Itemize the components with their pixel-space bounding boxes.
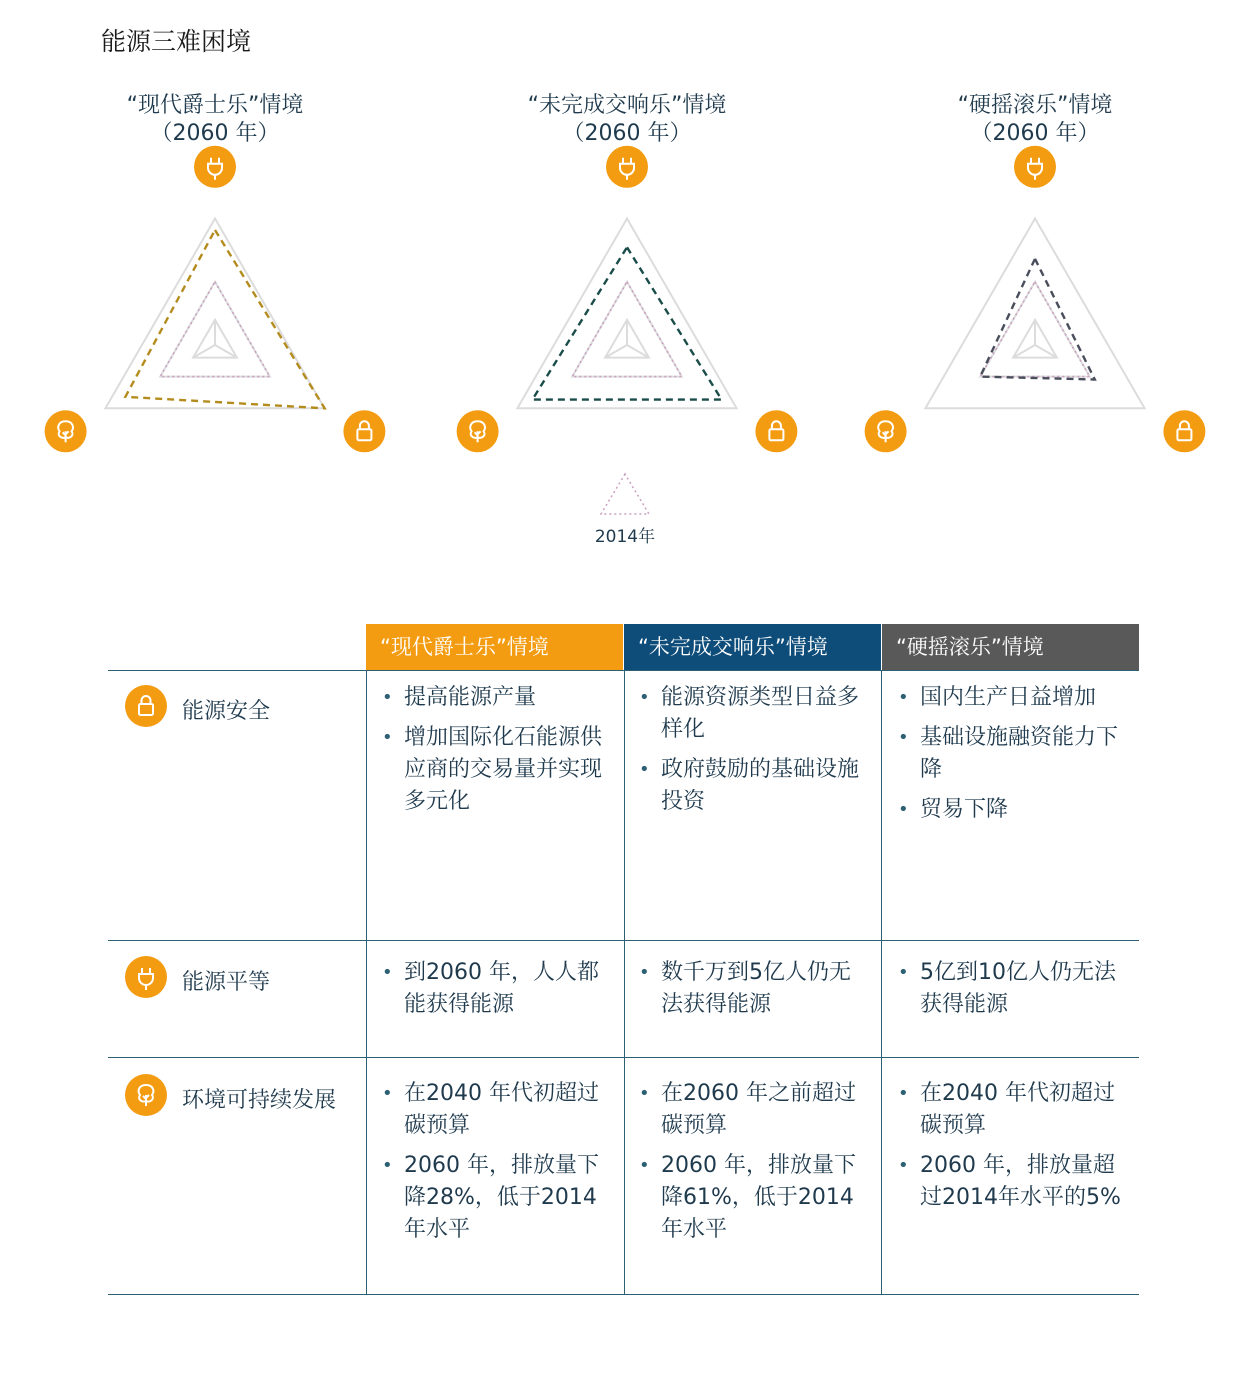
table-cell bbox=[896, 957, 1131, 1029]
table-cell bbox=[637, 957, 872, 1029]
tree-icon bbox=[45, 410, 87, 452]
tree-icon bbox=[124, 1073, 168, 1121]
list-item: • 2060 年，排放量下降61%，低于2014年水平 bbox=[637, 1150, 872, 1246]
list-item: • 增加国际化石能源供应商的交易量并实现多元化 bbox=[380, 722, 615, 818]
plug-icon bbox=[124, 955, 168, 1003]
list-item: • 2060 年，排放量超过2014年水平的5% bbox=[896, 1150, 1131, 1214]
list-item: • 5亿到10亿人仍无法获得能源 bbox=[896, 957, 1131, 1021]
lock-icon bbox=[755, 410, 797, 452]
scenario-year: （2060 年） bbox=[562, 121, 692, 146]
list-item: • 能源资源类型日益多样化 bbox=[637, 682, 872, 746]
table-column-divider bbox=[624, 670, 625, 1294]
row-label-text: 能源平等 bbox=[182, 970, 271, 995]
list-item: • 在2040 年代初超过碳预算 bbox=[896, 1078, 1131, 1142]
scenario-title: “未完成交响乐”情境 bbox=[527, 93, 727, 118]
lock-icon bbox=[124, 684, 168, 732]
table-header: “现代爵士乐”情境 bbox=[366, 624, 623, 670]
baseline-legend bbox=[585, 470, 665, 550]
list-item: • 在2060 年之前超过碳预算 bbox=[637, 1078, 872, 1142]
table-column-divider bbox=[881, 670, 882, 1294]
list-item: • 基础设施融资能力下降 bbox=[896, 722, 1131, 786]
lock-icon bbox=[343, 410, 385, 452]
row-label-text: 环境可持续发展 bbox=[182, 1088, 337, 1113]
scenario-panel bbox=[5, 80, 425, 550]
radar-grid-triangle bbox=[925, 219, 1144, 409]
radar-chart bbox=[417, 80, 837, 500]
scenario-panel bbox=[825, 80, 1243, 550]
plug-icon bbox=[606, 146, 648, 188]
radar-grid-triangle bbox=[105, 219, 324, 409]
list-item: • 贸易下降 bbox=[896, 794, 1131, 826]
table-cell bbox=[380, 1078, 615, 1254]
list-item: • 在2040 年代初超过碳预算 bbox=[380, 1078, 615, 1142]
scenario-title: “硬摇滚乐”情境 bbox=[957, 93, 1113, 118]
baseline-legend-triangle bbox=[601, 474, 649, 514]
plug-icon bbox=[194, 146, 236, 188]
scenario-year: （2060 年） bbox=[150, 121, 280, 146]
table-header: “硬摇滚乐”情境 bbox=[882, 624, 1139, 670]
table-cell bbox=[637, 1078, 872, 1254]
page-title: 能源三难困境 bbox=[101, 27, 252, 56]
list-item: • 到2060 年，人人都能获得能源 bbox=[380, 957, 615, 1021]
list-item: • 提高能源产量 bbox=[380, 682, 615, 714]
radar-grid-triangle bbox=[517, 219, 736, 409]
list-item: • 政府鼓励的基础设施投资 bbox=[637, 754, 872, 818]
table-column-divider bbox=[366, 670, 367, 1294]
table-divider bbox=[108, 1294, 1139, 1295]
table-cell bbox=[896, 682, 1131, 834]
table-cell bbox=[380, 682, 615, 826]
table-cell bbox=[637, 682, 872, 826]
table-cell bbox=[896, 1078, 1131, 1222]
scenario-title: “现代爵士乐”情境 bbox=[126, 93, 304, 118]
scenario-year: （2060 年） bbox=[970, 121, 1100, 146]
list-item: • 2060 年，排放量下降28%，低于2014年水平 bbox=[380, 1150, 615, 1246]
table-header: “未完成交响乐”情境 bbox=[624, 624, 881, 670]
radar-chart bbox=[5, 80, 425, 500]
comparison-table bbox=[108, 624, 1139, 1296]
radar-chart bbox=[825, 80, 1243, 500]
scenario-triangle bbox=[980, 259, 1095, 380]
lock-icon bbox=[1163, 410, 1205, 452]
baseline-legend-label: 2014年 bbox=[594, 527, 656, 547]
list-item: • 国内生产日益增加 bbox=[896, 682, 1131, 714]
tree-icon bbox=[457, 410, 499, 452]
scenario-triangle bbox=[125, 230, 324, 408]
list-item: • 数千万到5亿人仍无法获得能源 bbox=[637, 957, 872, 1021]
table-cell bbox=[380, 957, 615, 1029]
row-label-text: 能源安全 bbox=[182, 699, 271, 724]
tree-icon bbox=[865, 410, 907, 452]
plug-icon bbox=[1014, 146, 1056, 188]
